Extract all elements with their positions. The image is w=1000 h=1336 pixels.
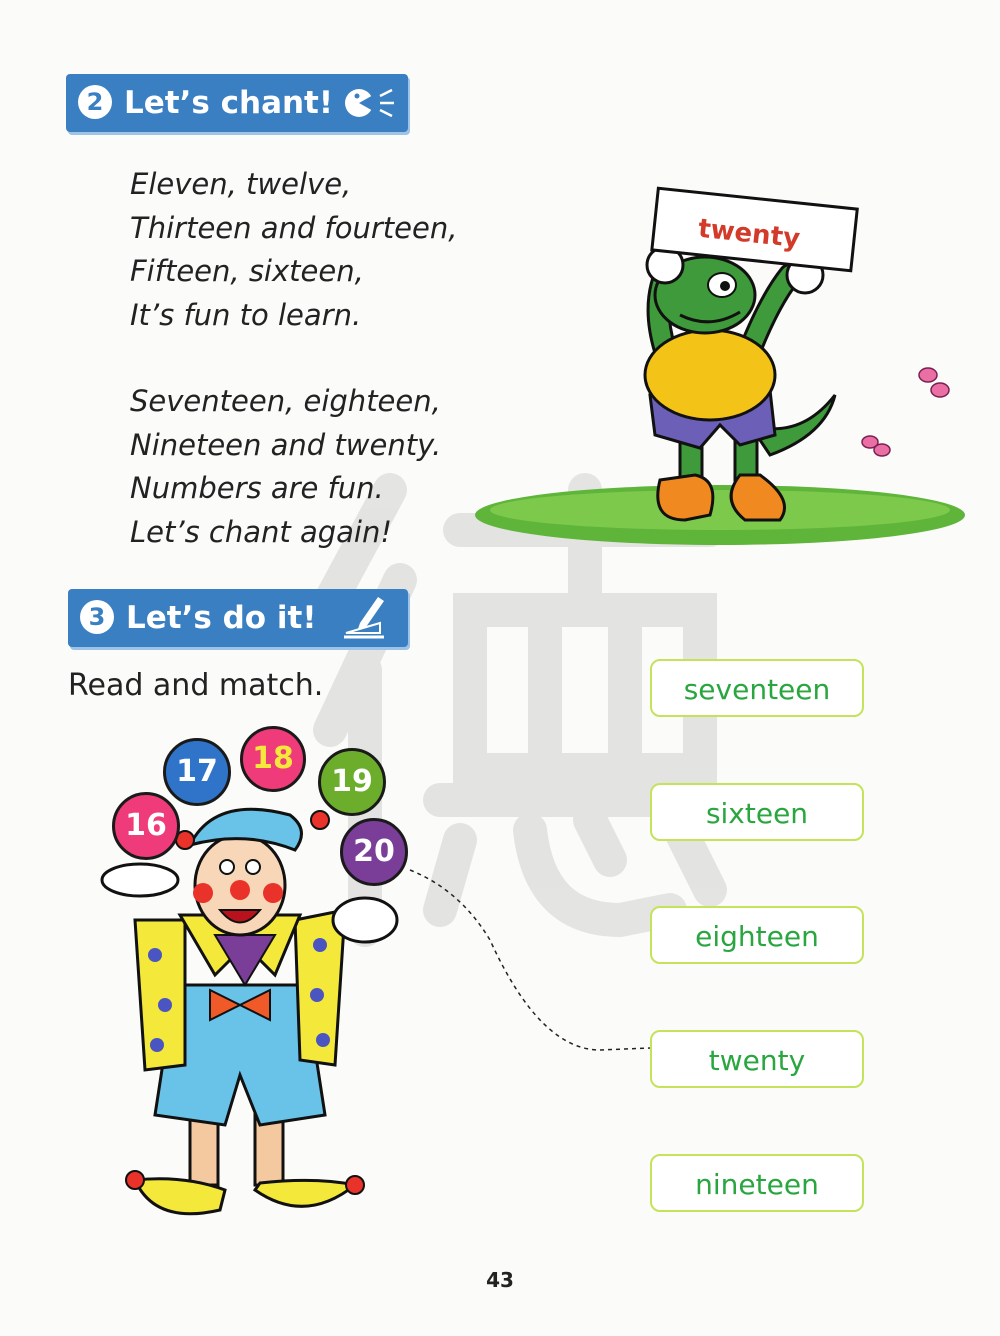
chant-line: Eleven, twelve, [130,167,352,201]
number-ball-16 [112,792,180,860]
section-3-banner [68,589,408,647]
word-box-seventeen[interactable]: seventeen [650,659,864,717]
chant-line: Fifteen, sixteen, [130,254,364,288]
word-box-twenty[interactable]: twenty [650,1030,864,1088]
number-ball-20 [340,818,408,886]
word-box-eighteen[interactable]: eighteen [650,906,864,964]
butterfly-icon [919,368,949,397]
chant-verse-2 [130,380,441,554]
chant-line: Seventeen, eighteen, [130,384,441,418]
number-ball-18 [240,726,306,792]
audio-chant-icon [344,86,400,120]
butterfly-icon [862,436,890,456]
number-ball-19 [318,748,386,816]
section-2-title: Let’s chant! [124,85,334,121]
instruction-text: Read and match. [68,668,324,703]
page-number: 43 [486,1268,514,1292]
chant-line: Thirteen and fourteen, [130,210,458,245]
ball-label: 18 [252,741,294,776]
match-line-example [400,860,660,1060]
word-box-nineteen[interactable]: nineteen [650,1154,864,1212]
chant-line: Numbers are fun. [130,471,384,505]
ball-label: 20 [353,834,395,869]
pencil-write-icon [340,593,390,641]
section-3-number: 3 [80,600,114,634]
number-ball-17 [163,738,231,806]
word-box-sixteen[interactable]: sixteen [650,783,864,841]
ball-label: 16 [125,808,167,843]
section-3-title: Let’s do it! [126,600,317,636]
chant-verse-1 [130,163,457,337]
chant-line: Let’s chant again! [130,514,392,549]
section-2-banner [66,74,408,132]
chant-line: It’s fun to learn. [130,297,362,332]
dinosaur-illustration [470,180,970,550]
chant-line: Nineteen and twenty. [130,427,442,462]
ball-label: 19 [331,764,373,799]
ball-label: 17 [176,754,218,789]
dino-sign-text: twenty [696,213,802,255]
section-2-number: 2 [78,85,112,119]
